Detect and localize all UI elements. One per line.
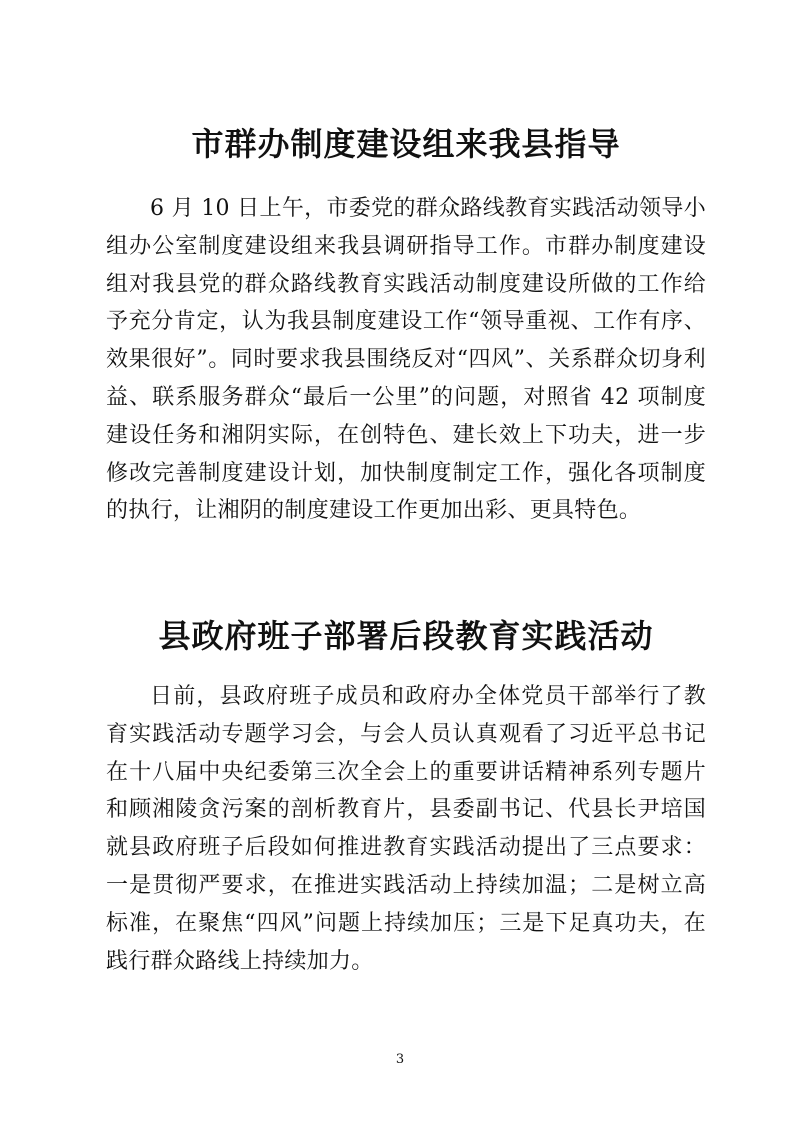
article-1 [106,120,706,530]
article-title: 县政府班子部署后段教育实践活动 [158,617,654,655]
page-number: 3 [395,1052,405,1067]
article-body: 6 月 10 日上午，市委党的群众路线教育实践活动领导小组办公室制度建设组来我县调研指导工作。市群办制度建设组对我县党的群众路线教育实践活动制度建设所做的工作给予充分肯定，认为我县制度建设工作“领导重视、工作有序、效果很好”。同时要求我县围绕反对“四风”、关系群众切身利益、联系服务群众“最后一公里”的问题，对照省 42 项制度建设任务和湘阴实际，在创特色、建长效上下功夫，进一步修改完善制度建设计划，加快制度制定工作，强化各项制度的执行，让湘阴的制度建设工作更加出彩、更具特色。 [106,196,706,524]
article-body: 日前，县政府班子成员和政府办全体党员干部举行了教育实践活动专题学习会，与会人员认真观看了习近平总书记在十八届中央纪委第三次全会上的重要讲话精神系列专题片和顾湘陵贪污案的剖析教育片，县委副书记、代县长尹培国就县政府班子后段如何推进教育实践活动提出了三点要求：一是贯彻严要求，在推进实践活动上持续加温；二是树立高标准，在聚焦“四风”问题上持续加压；三是下足真功夫，在践行群众路线上持续加力。 [106,684,706,974]
article-2 [106,612,706,980]
article-title: 市群办制度建设组来我县指导 [191,125,621,163]
